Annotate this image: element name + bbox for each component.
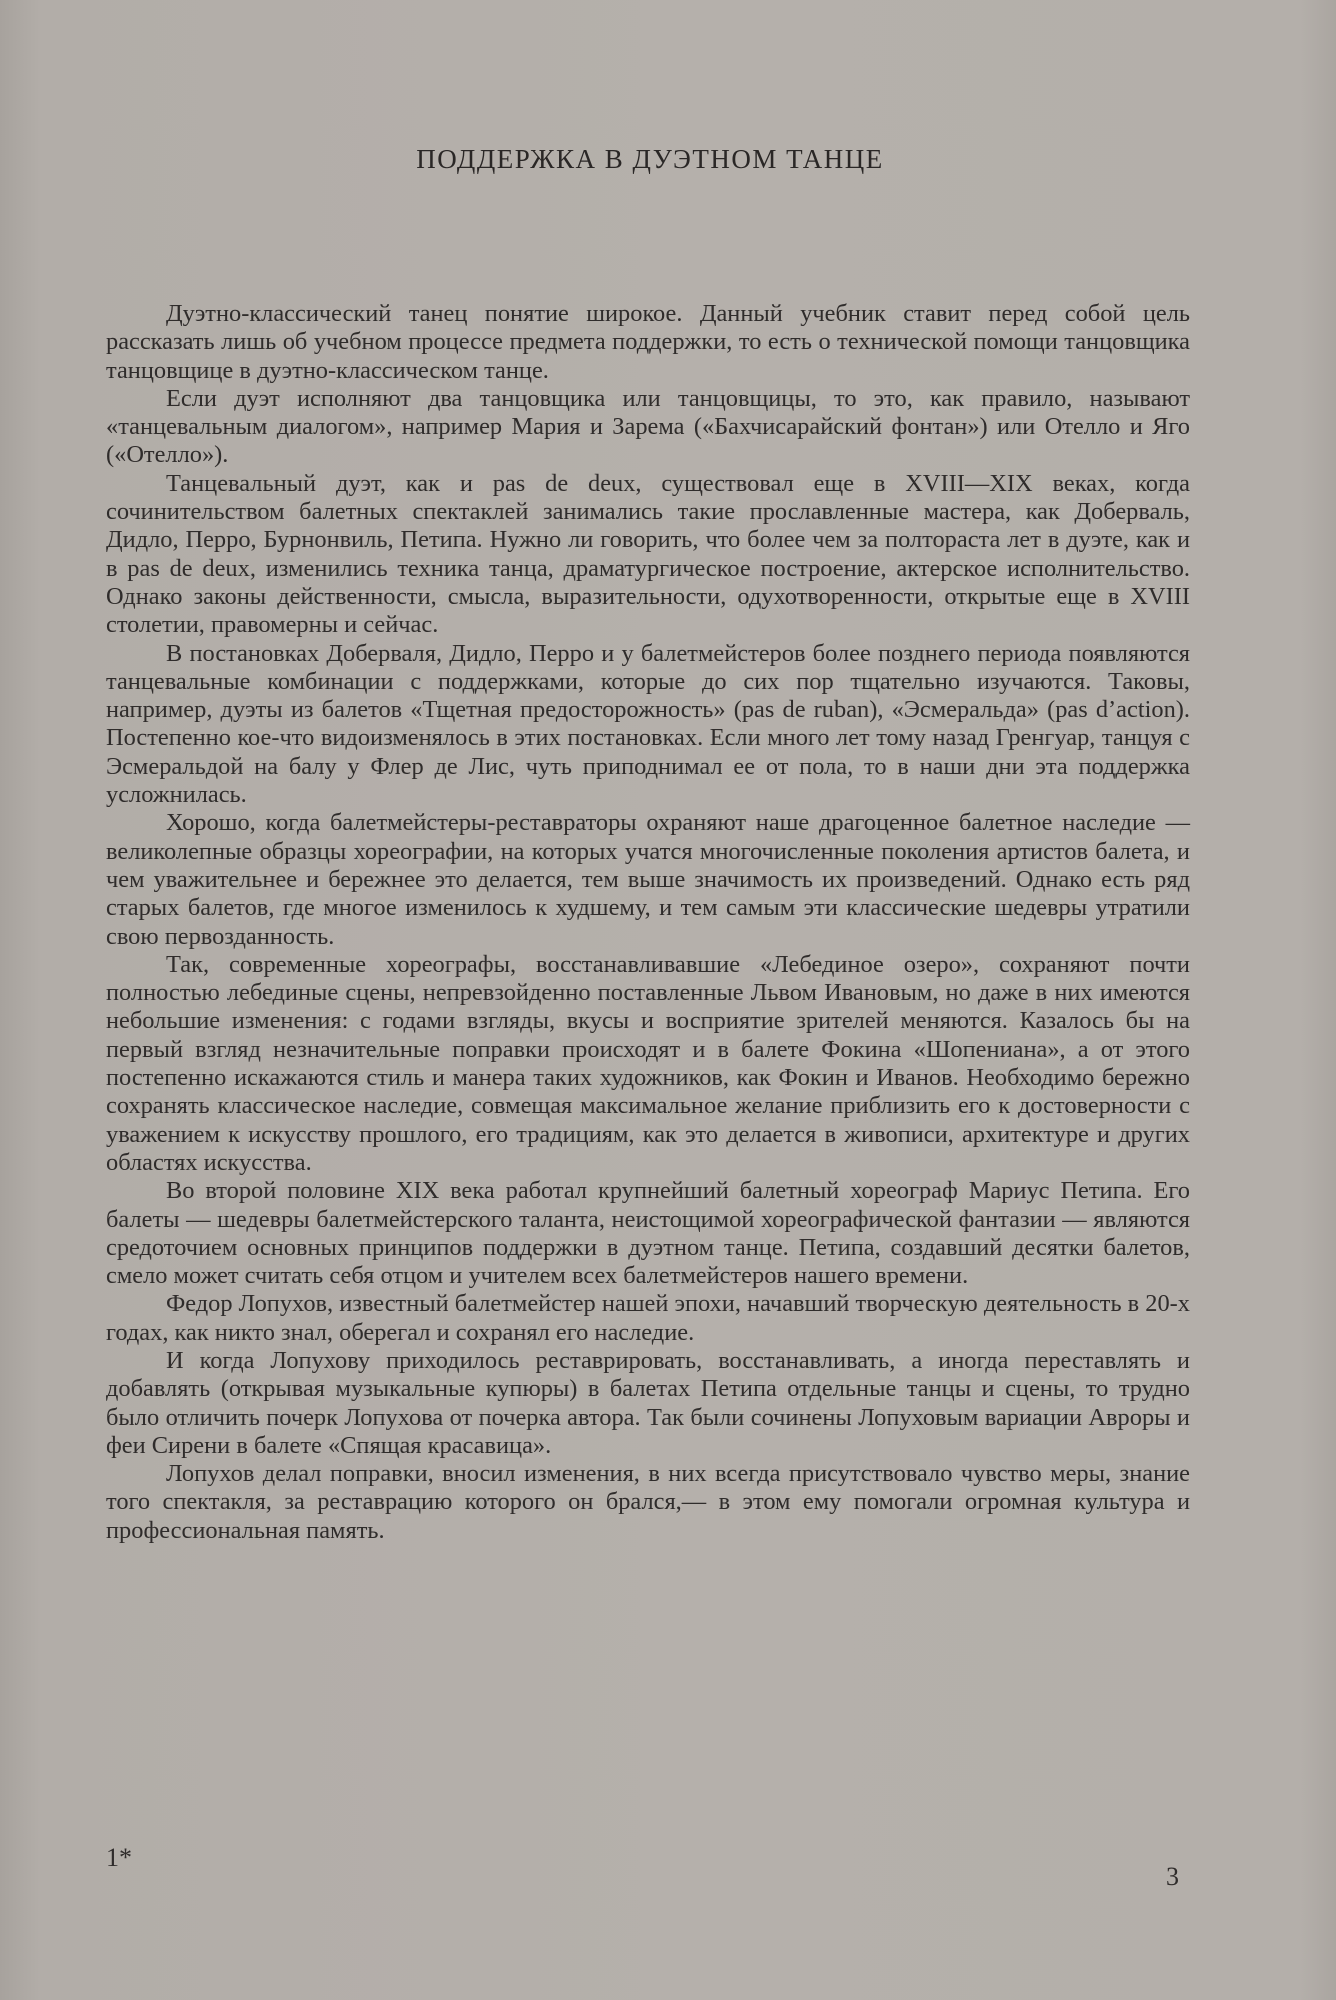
paragraph: Танцевальный дуэт, как и pas de deux, существовал еще в XVIII—XIX веках, когда сочинительством балетных спектаклей занимались такие прославленные мастера, как Доберваль, Дидло, Перро, Бурнонвиль, Петипа. Нужно ли говорить, что более чем за полтораста лет в дуэте, как и в pas de deux, изменились техника танца, драматургическое построение, актерское исполнительство. Однако законы действенности, смысла, выразительности, одухотворенности, открытые еще в XVIII столетии, правомерны и сейчас.	[106, 469, 1190, 639]
paragraph: Во второй половине XIX века работал крупнейший балетный хореограф Мариус Петипа. Его балеты — шедевры балетмейстерского таланта, неистощимой хореографической фантазии — являются средоточием основных принципов поддержки в дуэтном танце. Петипа, создавший десятки балетов, смело может считать себя отцом и учителем всех балетмейстеров нашего времени.	[106, 1177, 1190, 1290]
chapter-body	[106, 300, 1190, 1545]
page-number: 3	[1166, 1862, 1179, 1891]
chapter-title: ПОДДЕРЖКА В ДУЭТНОМ ТАНЦЕ	[416, 144, 884, 174]
paragraph: И когда Лопухову приходилось реставрировать, восстанавливать, а иногда переставлять и добавлять (открывая музыкальные купюры) в балетах Петипа отдельные танцы и сцены, то трудно было отличить почерк Лопухова от почерка автора. Так были сочинены Лопуховым вариации Авроры и феи Сирени в балете «Спящая красавица».	[106, 1346, 1190, 1459]
paragraph: Если дуэт исполняют два танцовщика или танцовщицы, то это, как правило, называют «танцевальным диалогом», например Мария и Зарема («Бахчисарайский фонтан») или Отелло и Яго («Отелло»).	[106, 384, 1190, 469]
signature-mark: 1*	[106, 1843, 132, 1872]
paragraph: Дуэтно-классический танец понятие широкое. Данный учебник ставит перед собой цель рассказать лишь об учебном процессе предмета поддержки, то есть о технической помощи танцовщика танцовщице в дуэтно-классическом танце.	[106, 300, 1190, 384]
paragraph: Федор Лопухов, известный балетмейстер нашей эпохи, начавший творческую деятельность в 20-х годах, как никто знал, оберегал и сохранял его наследие.	[106, 1290, 1190, 1346]
paragraph: Хорошо, когда балетмейстеры-реставраторы охраняют наше драгоценное балетное наследие — великолепные образцы хореографии, на которых учатся многочисленные поколения артистов балета, и чем уважительнее и бережнее это делается, тем выше значимость их произведений. Однако есть ряд старых балетов, где многое изменилось к худшему, и тем самым эти классические шедевры утратили свою первозданность.	[106, 809, 1190, 950]
paragraph: В постановках Доберваля, Дидло, Перро и у балетмейстеров более позднего периода появляются танцевальные комбинации с поддержками, которые до сих пор тщательно изучаются. Таковы, например, дуэты из балетов «Тщетная предосторожность» (pas de ruban), «Эсмеральда» (pas d’action). Постепенно кое-что видоизменялось в этих постановках. Если много лет тому назад Гренгуар, танцуя с Эсмеральдой на балу у Флер де Лис, чуть приподнимал ее от пола, то в наши дни эта поддержка усложнилась.	[106, 639, 1190, 809]
paragraph: Так, современные хореографы, восстанавливавшие «Лебединое озеро», сохраняют почти полностью лебединые сцены, непревзойденно поставленные Львом Ивановым, но даже в них имеются небольшие изменения: с годами взгляды, вкусы и восприятие зрителей меняются. Казалось бы на первый взгляд незначительные поправки происходят и в балете Фокина «Шопениана», а от этого постепенно искажаются стиль и манера таких художников, как Фокин и Иванов. Необходимо бережно сохранять классическое наследие, совмещая максимальное желание приблизить его к достоверности с уважением к искусству прошлого, его традициям, как это делается в живописи, архитектуре и других областях искусства.	[106, 950, 1190, 1176]
paragraph: Лопухов делал поправки, вносил изменения, в них всегда присутствовало чувство меры, знание того спектакля, за реставрацию которого он брался,— в этом ему помогали огромная культура и профессиональная память.	[106, 1460, 1190, 1544]
